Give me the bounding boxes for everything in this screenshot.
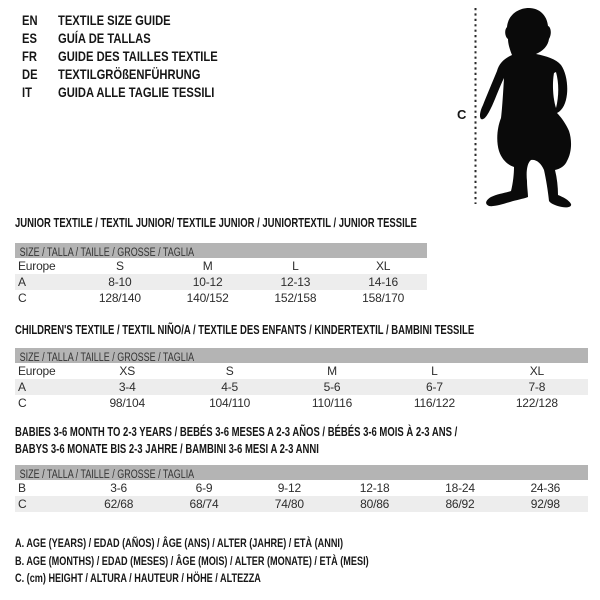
height-measure-label: C bbox=[457, 107, 467, 122]
table-row bbox=[15, 258, 427, 274]
cell-value: 5-6 bbox=[323, 380, 341, 394]
cell-value: 98/104 bbox=[109, 396, 145, 410]
table-row bbox=[15, 480, 588, 496]
cell-value: 3-6 bbox=[110, 481, 128, 495]
cell-value: 10-12 bbox=[192, 275, 223, 289]
baby-silhouette-icon bbox=[480, 8, 571, 207]
size-header-bar bbox=[15, 243, 427, 258]
size-figure bbox=[452, 0, 600, 214]
language-row bbox=[22, 47, 218, 65]
size-header-label: SIZE / TALLA / TAILLE / GRÖSSE / TAGLIA bbox=[19, 352, 195, 363]
cell-value: 158/170 bbox=[362, 291, 405, 305]
babies-title-line-1: BABIES 3-6 MONTH TO 2-3 YEARS / BEBÉS 3-6 MESES A 2-3 AÑOS / BÉBÉS 3-6 MOIS À 2-3 ANS / bbox=[15, 425, 458, 439]
table-row bbox=[15, 290, 427, 306]
cell-value: 24-36 bbox=[530, 481, 561, 495]
cell-value: 8-10 bbox=[108, 275, 132, 289]
junior-section-title: JUNIOR TEXTILE / TEXTIL JUNIOR/ TEXTILE JUNIOR / JUNIORTEXTIL / JUNIOR TESSILE bbox=[15, 216, 417, 230]
cell-value: 80/86 bbox=[360, 497, 390, 511]
legend-footnotes bbox=[15, 535, 480, 588]
cell-value: XL bbox=[375, 259, 391, 273]
language-label: TEXTILGRÖßENFÜHRUNG bbox=[58, 66, 201, 82]
language-code: FR bbox=[22, 48, 37, 64]
table-row bbox=[15, 274, 427, 290]
cell-value: L bbox=[292, 259, 299, 273]
language-row bbox=[22, 29, 218, 47]
footnote-c: C. (cm) HEIGHT / ALTURA / HAUTEUR / HÖHE / ALTEZZA bbox=[15, 571, 261, 585]
row-label: A bbox=[18, 275, 26, 289]
footnote-a: A. AGE (YEARS) / EDAD (AÑOS) / ÂGE (ANS) / ALTER (JAHRE) / ETÀ (ANNI) bbox=[15, 536, 343, 550]
children-size-table bbox=[15, 348, 588, 411]
language-code: DE bbox=[22, 66, 38, 82]
cell-value: S bbox=[225, 364, 234, 378]
row-label: Europe bbox=[18, 259, 56, 273]
table-row bbox=[15, 379, 588, 395]
language-row bbox=[22, 11, 218, 29]
children-section-title: CHILDREN'S TEXTILE / TEXTIL NIÑO/A / TEXTILE DES ENFANTS / KINDERTEXTIL / BAMBINI TESSILE bbox=[15, 323, 475, 337]
cell-value: 92/98 bbox=[530, 497, 560, 511]
cell-value: L bbox=[431, 364, 438, 378]
cell-value: XL bbox=[529, 364, 544, 378]
table-row bbox=[15, 496, 588, 512]
cell-value: XS bbox=[119, 364, 135, 378]
row-label: A bbox=[18, 380, 26, 394]
size-header-bar bbox=[15, 348, 588, 363]
language-label: TEXTILE SIZE GUIDE bbox=[58, 12, 171, 28]
language-code: ES bbox=[22, 30, 37, 46]
cell-value: 122/128 bbox=[515, 396, 558, 410]
cell-value: 14-16 bbox=[368, 275, 398, 289]
cell-value: 68/74 bbox=[189, 497, 219, 511]
cell-value: 4-5 bbox=[221, 380, 238, 394]
row-label: B bbox=[18, 481, 26, 495]
cell-value: 18-24 bbox=[445, 481, 475, 495]
babies-title-line-2: BABYS 3-6 MONATE BIS 2-3 JAHRE / BAMBINI 3-6 MESI A 2-3 ANNI bbox=[15, 442, 319, 456]
language-row bbox=[22, 65, 218, 83]
language-code: EN bbox=[22, 12, 38, 28]
language-label: GUÍA DE TALLAS bbox=[58, 30, 151, 46]
row-label: C bbox=[18, 396, 27, 410]
language-code: IT bbox=[22, 84, 32, 100]
cell-value: 12-13 bbox=[280, 275, 311, 289]
cell-value: 104/110 bbox=[209, 396, 251, 410]
row-label: C bbox=[18, 497, 27, 511]
size-header-label: SIZE / TALLA / TAILLE / GRÖSSE / TAGLIA bbox=[19, 247, 195, 258]
size-header-bar bbox=[15, 465, 588, 480]
cell-value: 110/116 bbox=[311, 396, 353, 410]
cell-value: 152/158 bbox=[274, 291, 317, 305]
cell-value: 62/68 bbox=[104, 497, 134, 511]
table-rows bbox=[15, 480, 588, 512]
language-row bbox=[22, 83, 218, 101]
cell-value: M bbox=[202, 259, 213, 273]
row-label: Europe bbox=[18, 364, 56, 378]
cell-value: 12-18 bbox=[359, 481, 390, 495]
row-label: C bbox=[18, 291, 27, 305]
language-label: GUIDA ALLE TAGLIE TESSILI bbox=[58, 84, 215, 100]
cell-value: 140/152 bbox=[186, 291, 229, 305]
table-row bbox=[15, 363, 588, 379]
language-label: GUIDE DES TAILLES TEXTILE bbox=[58, 48, 218, 64]
cell-value: S bbox=[115, 259, 124, 273]
language-list bbox=[22, 11, 267, 101]
footnote-b: B. AGE (MONTHS) / EDAD (MESES) / ÂGE (MOIS) / ALTER (MONATE) / ETÀ (MESI) bbox=[15, 553, 369, 568]
babies-section-title bbox=[15, 424, 457, 458]
cell-value: 116/122 bbox=[413, 396, 455, 410]
cell-value: 6-7 bbox=[426, 380, 443, 394]
size-header-label: SIZE / TALLA / TAILLE / GRÖSSE / TAGLIA bbox=[19, 469, 195, 480]
cell-value: 7-8 bbox=[528, 380, 546, 394]
cell-value: 86/92 bbox=[445, 497, 475, 511]
cell-value: 9-12 bbox=[277, 481, 301, 495]
table-row bbox=[15, 395, 588, 411]
cell-value: 6-9 bbox=[195, 481, 213, 495]
cell-value: 128/140 bbox=[98, 291, 141, 305]
table-rows bbox=[15, 363, 588, 411]
cell-value: 3-4 bbox=[118, 380, 136, 394]
junior-size-table bbox=[15, 243, 427, 306]
table-rows bbox=[15, 258, 427, 306]
cell-value: 74/80 bbox=[274, 497, 304, 511]
babies-size-table bbox=[15, 465, 588, 512]
cell-value: M bbox=[327, 364, 337, 378]
